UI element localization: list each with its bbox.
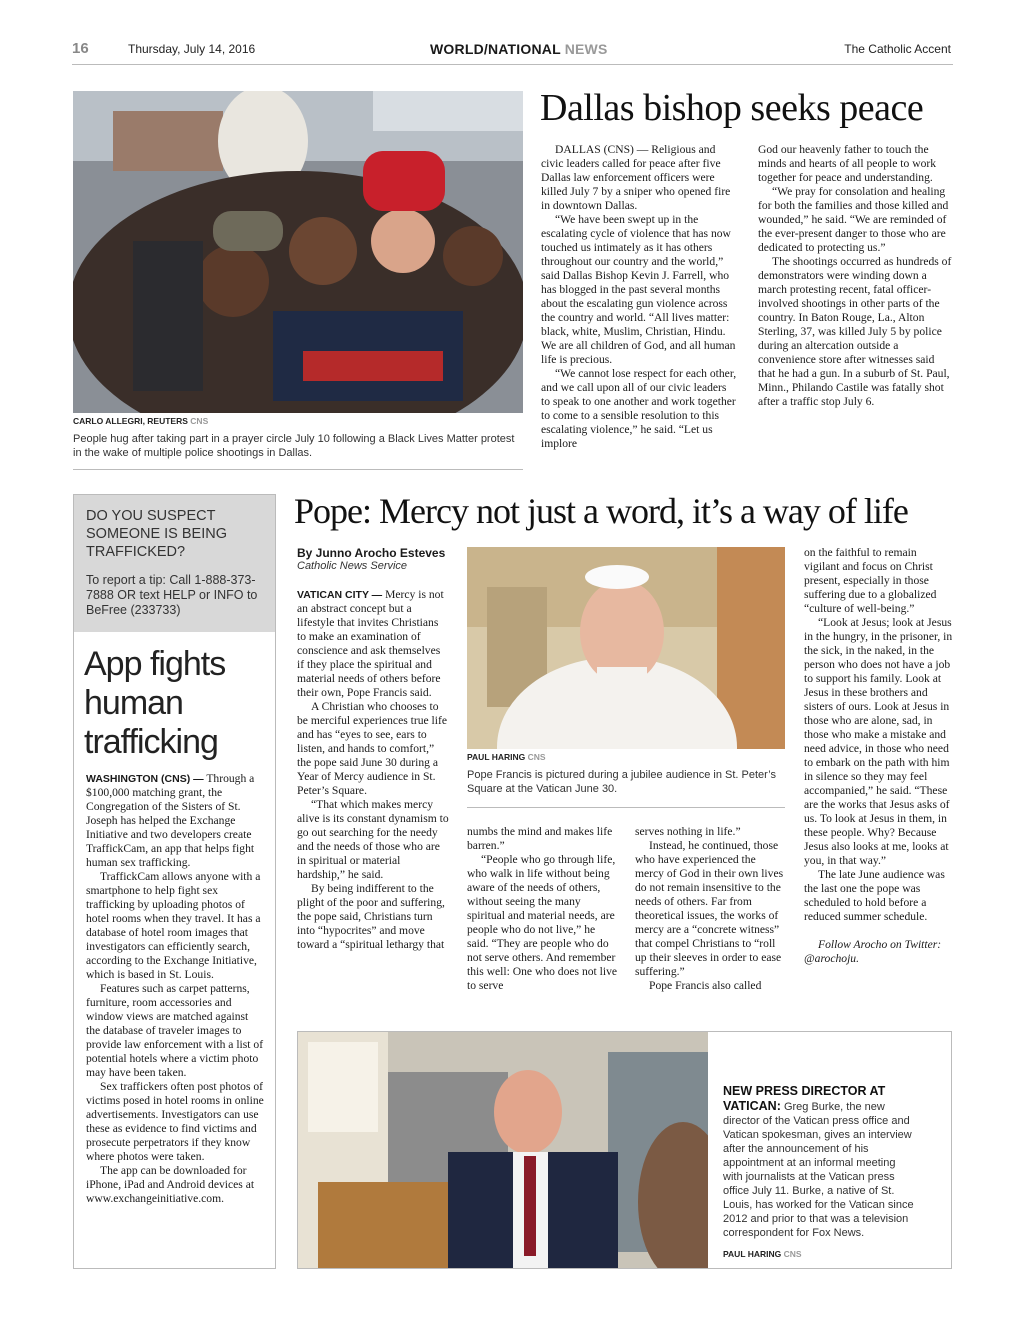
dallas-col1-paragraph: “We have been swept up in the escalating cycle of violence that has now touched us intimately as it has others throughout our country and the world,” said Dallas Bishop Kevin J. Farrell, who has blogged in the past several months about the escalating gun violence across the country and world. “All lives matter: black, white, Muslim, Christian, Hindu. We are all children of God, and all human life is precious.: [541, 213, 736, 366]
dallas-col2-paragraph: The shootings occurred as hundreds of demonstrators were winding down a march protesting recent, fatal officer-involved shootings in other parts of the country. In Baton Rouge, La., Alton Sterling, 37, was killed July 5 by police during an altercation outside a convenience store after witnesses said that he had a gun. In a suburb of St. Paul, Minn., Philando Castile was fatally shot after a traffic stop July 6.: [758, 255, 952, 408]
pope-dateline: VATICAN CITY —: [297, 589, 383, 601]
pope-paragraph: A Christian who chooses to be merciful experiences true life and has “eyes to see, ears to listen, and hands to comfort,” the pope said June 30 during a Year of Mercy audience in St. Peter’s Square.: [297, 700, 447, 797]
dallas-prayer-circle-photo: [73, 91, 523, 413]
pope-paragraph: on the faithful to remain vigilant and focus on Christ present, especially in those suffering due to a globalized “culture of well-being.”: [804, 546, 937, 615]
pope-byline-org: Catholic News Service: [297, 560, 408, 572]
dallas-col1-paragraph: DALLAS (CNS) — Religious and civic leaders called for peace after five Dallas law enforcement officers were killed July 7 by a sniper who opened fire in downtown Dallas.: [541, 143, 731, 212]
pope-paragraph: Mercy is not an abstract concept but a lifestyle that invites Christians to make an examination of conscience and ask themselves if they place the spiritual and material needs of others before their own, Pope Francis said.: [297, 588, 444, 699]
tip-title: DO YOU SUSPECT SOMEONE IS BEING TRAFFICKED?: [86, 508, 227, 560]
pope-photo-credit: PAUL HARING CNS: [467, 752, 546, 762]
pope-column-4: [804, 546, 954, 966]
pope-francis-photo: [467, 547, 785, 749]
dallas-col1-paragraph: “We cannot lose respect for each other, and we call upon all of our civic leaders to speak to one another and work together to come to a sensible resolution to this escalating violence,” he said. “Let us implore: [541, 367, 737, 450]
pope-photo-divider: [467, 807, 785, 808]
dallas-photo-credit: CARLO ALLEGRI, REUTERS CNS: [73, 416, 209, 426]
burke-caption-body: Greg Burke, the new director of the Vatican press office and Vatican spokesman, gives an interview after the announcement of his appointment at an informal meeting with journalists at the Vatican press office July 11. Burke, a native of St. Louis, has worked for the Vatican since 2012 and prior to that was a television correspondent for Fox News.: [723, 1101, 914, 1239]
burke-photo-credit: PAUL HARING CNS: [723, 1249, 802, 1259]
page-number: 16: [72, 40, 89, 57]
trafficking-paragraph: Features such as carpet patterns, furniture, room accessories and window views are matched against the database of traveler images to provide law enforcement with a list of potential hotels where a victim photo may have been taken.: [86, 982, 264, 1079]
pope-paragraph: Pope Francis also called: [649, 979, 762, 992]
greg-burke-photo: [298, 1032, 708, 1268]
dallas-headline: Dallas bishop seeks peace: [540, 87, 924, 129]
tip-body: To report a tip: Call 1-888-373-7888 OR text HELP or INFO to BeFree (233733): [86, 573, 258, 617]
pope-column-3: [635, 825, 785, 993]
trafficking-tip-box: [74, 495, 275, 632]
trafficking-paragraph: TraffickCam allows anyone with a smartphone to help fight sex trafficking by uploading photos of hotel rooms when they travel. It has a database of hotel room images that investigators can efficiently search, according to the Exchange Initiative, which is based in St. Louis.: [86, 870, 261, 981]
dallas-col2-paragraph: “We pray for consolation and healing for both the families and those killed and wounded,” he said. “We are reminded of the ever-present danger to those who are dedicated to protecting us.”: [758, 185, 949, 254]
section-main: WORLD/NATIONAL: [430, 41, 561, 57]
issue-date: Thursday, July 14, 2016: [128, 42, 256, 56]
header-rule: [72, 64, 953, 65]
pope-photo-caption: Pope Francis is pictured during a jubilee audience in St. Peter’s Square at the Vatican June 30.: [467, 769, 776, 795]
trafficking-headline: App fights human trafficking: [84, 645, 226, 761]
trafficking-body: [86, 772, 264, 1206]
burke-caption: [723, 1084, 918, 1240]
dallas-divider: [73, 469, 523, 470]
dallas-photo-caption: People hug after taking part in a prayer circle July 10 following a Black Lives Matter protest in the wake of multiple police shootings in Dallas.: [73, 433, 515, 459]
trafficking-paragraph: Sex traffickers often post photos of victims posed in hotel rooms in online advertisements. Investigators can use these as evidence to find victims and prosecute perpetrators if they know where photos were taken.: [86, 1080, 264, 1163]
pope-byline: By Junno Arocho Esteves: [297, 546, 446, 560]
pope-paragraph: serves nothing in life.”: [635, 825, 741, 838]
pope-paragraph: “Look at Jesus; look at Jesus in the hungry, in the prisoner, in the sick, in the naked, in the person who does not have a job to support his family. Look at Jesus in these brothers and sisters of ours. Look at Jesus in those who are alone, sad, in those who make a mistake and need advice, in those who need to embark on the path with him in silence so they may feel accompanied,” he said. “These are the works that Jesus asks of us. To look at Jesus in them, in these people. Why? Because Jesus also looks at me, looks at you, in that way.”: [804, 616, 953, 867]
section-title: [430, 41, 608, 57]
pope-paragraph: “People who go through life, who walk in life without being aware of the needs of others, without seeing the many spiritual and material needs, are people who do not live,” he said. “They are people who do not serve others. And remember this well: One who does not live to serve: [467, 853, 618, 992]
pope-paragraph: numbs the mind and makes life barren.”: [467, 825, 613, 852]
trafficking-dateline: WASHINGTON (CNS) —: [86, 773, 204, 785]
dallas-column-2: [758, 143, 954, 409]
pope-paragraph: The late June audience was the last one the pope was scheduled to hold before a reduced summer schedule.: [804, 868, 945, 923]
pope-column-2: [467, 825, 619, 993]
pope-paragraph: Instead, he continued, those who have experienced the mercy of God in their own lives do not remain insensitive to the needs of others. Far from theoretical issues, the works of mercy are a “concrete witness” that compel Christians to “roll up their sleeves in order to ease suffering.”: [635, 839, 784, 978]
dallas-col2-paragraph: God our heavenly father to touch the minds and hearts of all people to work together for peace and understanding.: [758, 143, 937, 184]
pope-column-1: [297, 588, 449, 952]
section-accent: NEWS: [564, 41, 608, 57]
pope-paragraph: “That which makes mercy alive is its constant dynamism to go out searching for the needy and the needs of those who are in spiritual or material hardship,” he said.: [297, 798, 449, 881]
pope-paragraph: By being indifferent to the plight of the poor and suffering, the pope said, Christians turn into “hypocrites” and move toward a “spiritual lethargy that: [297, 882, 445, 951]
publication-name: The Catholic Accent: [844, 42, 951, 56]
trafficking-paragraph: The app can be downloaded for iPhone, iPad and Android devices at www.exchangeinitiative.com.: [86, 1164, 255, 1205]
dallas-column-1: [541, 143, 737, 451]
pope-headline: Pope: Mercy not just a word, it’s a way of life: [294, 491, 908, 531]
trafficking-paragraph: Through a $100,000 matching grant, the Congregation of the Sisters of St. Joseph has helped the Exchange Initiative and two developers create TraffickCam, an app that helps fight human sex trafficking.: [86, 772, 255, 869]
burke-caption-lead: NEW PRESS DIRECTOR AT VATICAN:: [723, 1084, 886, 1113]
pope-twitter-follow: Follow Arocho on Twitter: @arochoju.: [804, 938, 942, 965]
